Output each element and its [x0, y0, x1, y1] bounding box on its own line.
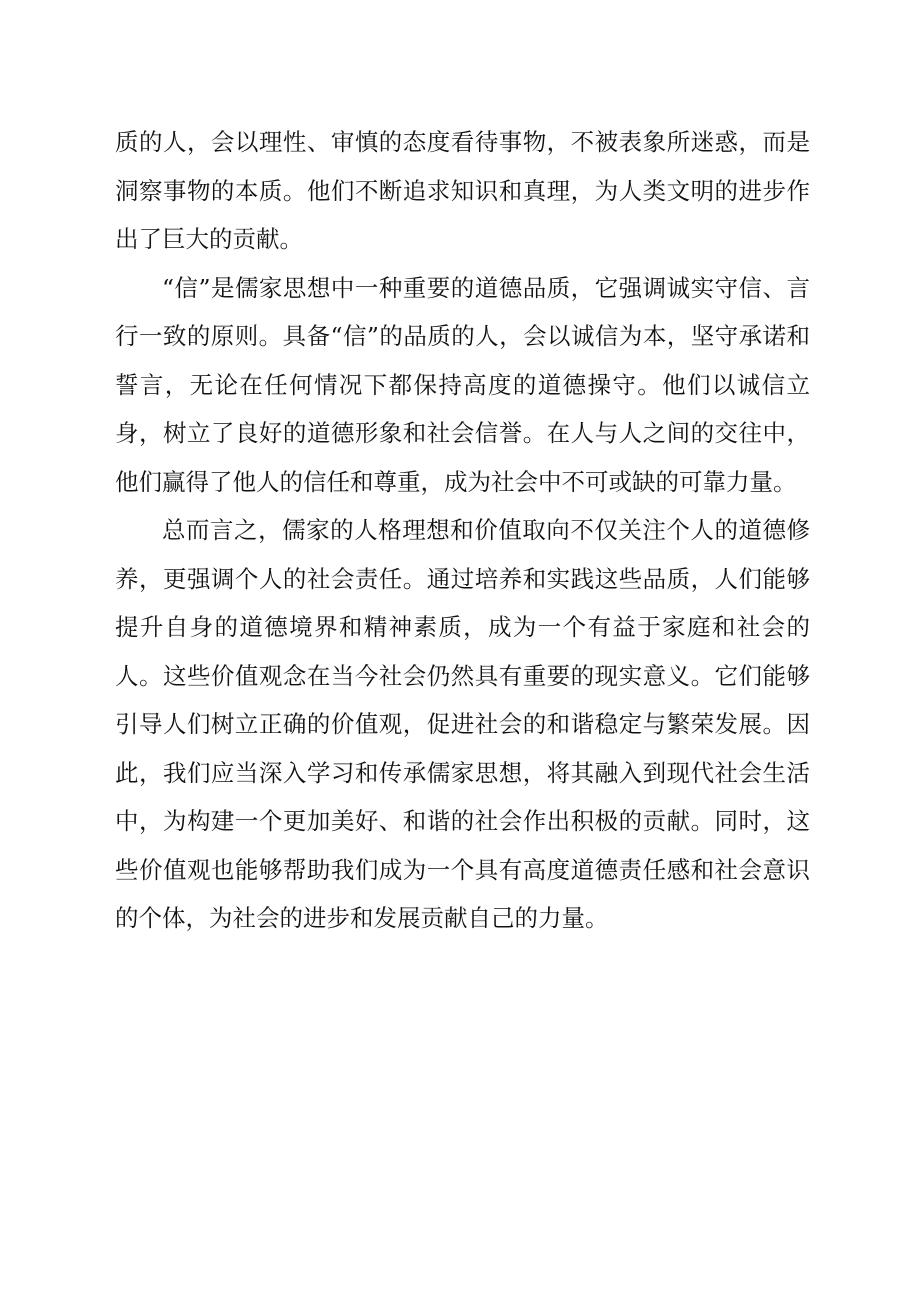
document-body [115, 118, 810, 943]
paragraph-1: 质的人，会以理性、审慎的态度看待事物，不被表象所迷惑，而是洞察事物的本质。他们不断追求知识和真理，为人类文明的进步作出了巨大的贡献。 [115, 128, 810, 253]
paragraph-3: 总而言之，儒家的人格理想和价值取向不仅关注个人的道德修养，更强调个人的社会责任。通过培养和实践这些品质，人们能够提升自身的道德境界和精神素质，成为一个有益于家庭和社会的人。这些价值观念在当今社会仍然具有重要的现实意义。它们能够引导人们树立正确的价值观，促进社会的和谐稳定与繁荣发展。因此，我们应当深入学习和传承儒家思想，将其融入到现代社会生活中，为构建一个更加美好、和谐的社会作出积极的贡献。同时，这些价值观也能够帮助我们成为一个具有高度道德责任感和社会意识的个体，为社会的进步和发展贡献自己的力量。 [115, 516, 810, 932]
paragraph-2: “信”是儒家思想中一种重要的道德品质，它强调诚实守信、言行一致的原则。具备“信”的品质的人，会以诚信为本，坚守承诺和誓言，无论在任何情况下都保持高度的道德操守。他们以诚信立身，树立了良好的道德形象和社会信誉。在人与人之间的交往中，他们赢得了他人的信任和尊重，成为社会中不可或缺的可靠力量。 [115, 273, 810, 496]
